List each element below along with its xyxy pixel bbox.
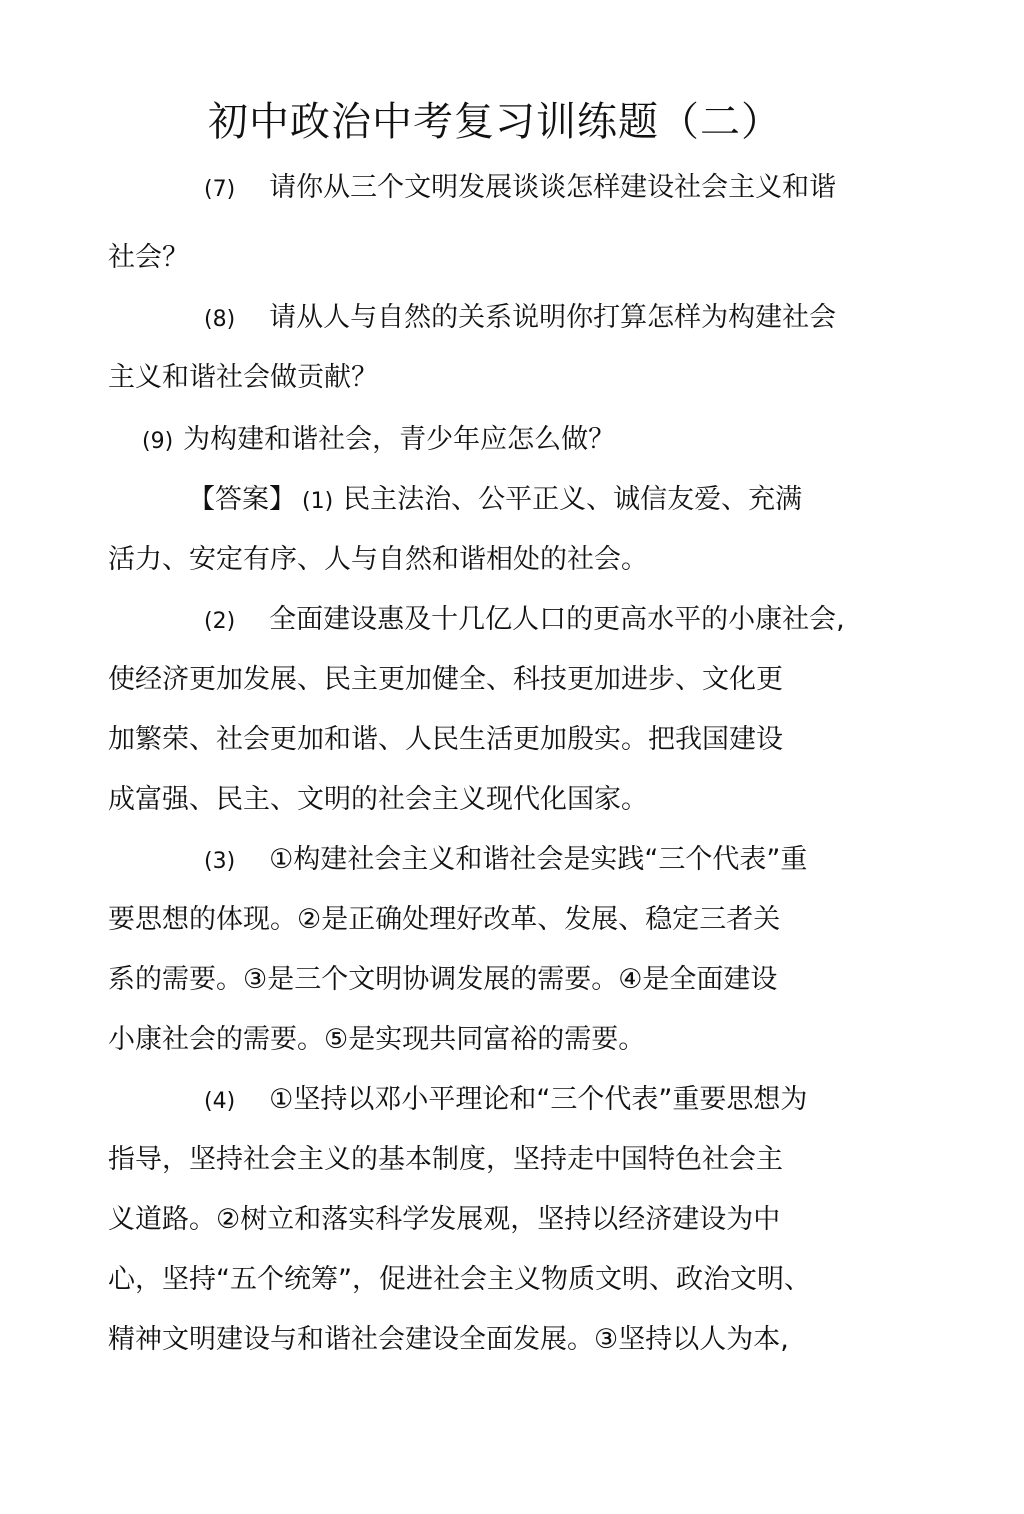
answer-1-line-1	[188, 480, 802, 522]
question-8-line-2: 主义和谐社会做贡献？	[108, 362, 378, 393]
answer-4-line-3: 义道路。②树立和落实科学发展观，坚持以经济建设为中	[108, 1204, 781, 1235]
answer-2-line-2: 使经济更加发展、民主更加健全、科技更加进步、文化更	[108, 664, 783, 695]
question-9-line	[142, 420, 615, 462]
answer-1-line-2: 活力、安定有序、人与自然和谐相处的社会。	[108, 544, 648, 575]
answer-4-line-1	[204, 1080, 807, 1122]
question-9-text: 为构建和谐社会，青少年应怎么做？	[183, 424, 616, 455]
question-7-line-2: 社会？	[108, 242, 189, 273]
question-7-line-1	[204, 168, 836, 210]
answer-3-line-1	[204, 840, 807, 882]
question-8-text: 请从人与自然的关系说明你打算怎样为构建社会	[269, 302, 837, 333]
answer-label: 【答案】	[188, 484, 296, 515]
answer-4-line-4: 心，坚持“五个统筹”，促进社会主义物质文明、政治文明、	[108, 1264, 811, 1295]
answer-2-text: 全面建设惠及十几亿人口的更高水平的小康社会,	[269, 604, 845, 635]
answer-3-line-2: 要思想的体现。②是正确处理好改革、发展、稳定三者关	[108, 904, 781, 935]
answer-2-number: (2)	[204, 609, 236, 634]
answer-2-line-4: 成富强、民主、文明的社会主义现代化国家。	[108, 784, 648, 815]
question-8-number: (8)	[204, 307, 236, 332]
answer-3-text: ①构建社会主义和谐社会是实践“三个代表”重	[269, 844, 808, 875]
page-title: 初中政治中考复习训练题（二）	[208, 99, 782, 145]
question-8-line-1	[204, 298, 836, 340]
question-7-number: (7)	[204, 177, 236, 202]
answer-4-number: (4)	[204, 1089, 236, 1114]
answer-2-line-3: 加繁荣、社会更加和谐、人民生活更加殷实。把我国建设	[108, 724, 783, 755]
question-9-number: (9)	[142, 429, 174, 454]
question-7-text: 请你从三个文明发展谈谈怎样建设社会主义和谐	[269, 172, 837, 203]
answer-1-text: 民主法治、公平正义、诚信友爱、充满	[343, 484, 803, 515]
answer-3-line-4: 小康社会的需要。⑤是实现共同富裕的需要。	[108, 1024, 646, 1055]
answer-4-line-5: 精神文明建设与和谐社会建设全面发展。③坚持以人为本,	[108, 1324, 789, 1355]
answer-3-line-3: 系的需要。③是三个文明协调发展的需要。④是全面建设	[108, 964, 778, 995]
answer-1-number: (1)	[302, 489, 334, 514]
answer-4-line-2: 指导，坚持社会主义的基本制度，坚持走中国特色社会主	[108, 1144, 783, 1175]
answer-3-number: (3)	[204, 849, 236, 874]
answer-2-line-1	[204, 600, 845, 642]
answer-4-text: ①坚持以邓小平理论和“三个代表”重要思想为	[269, 1084, 808, 1115]
